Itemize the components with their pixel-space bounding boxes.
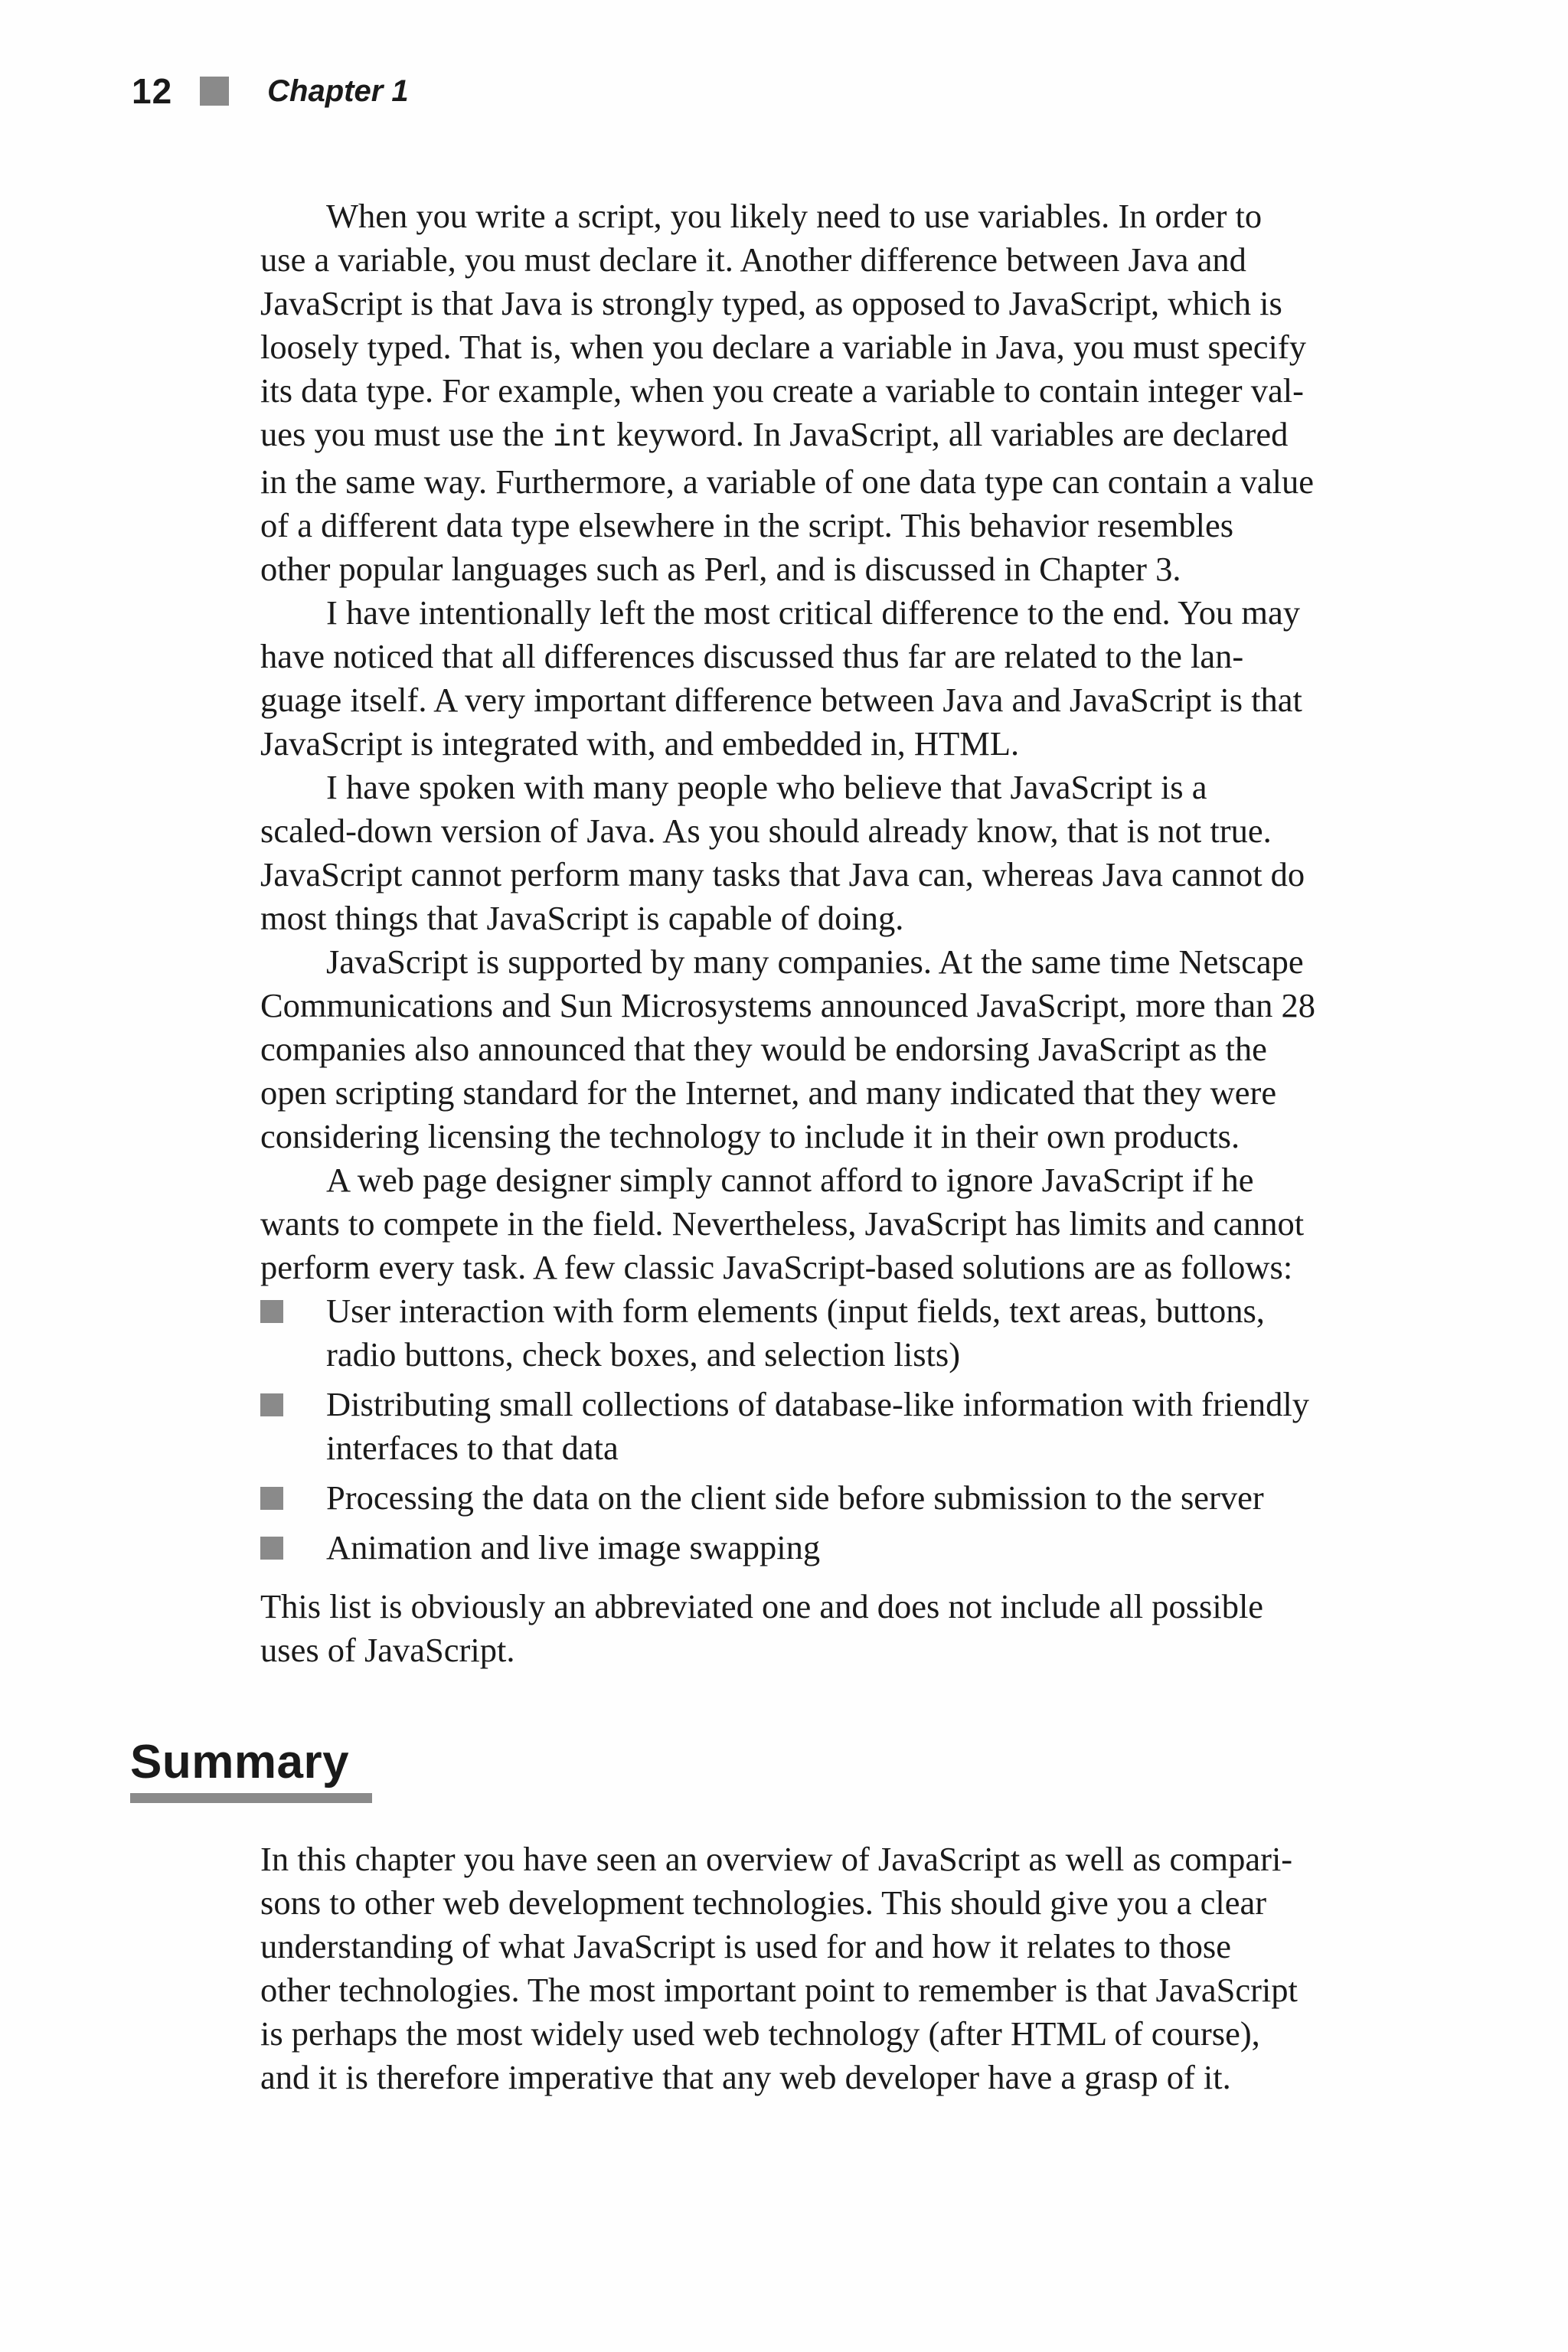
text-line: loosely typed. That is, when you declare a variable in Java, you must specify [260, 328, 1306, 366]
paragraph-variables [260, 194, 1439, 591]
text-line: JavaScript is integrated with, and embedded in, HTML. [260, 724, 1020, 763]
text-line: of a different data type elsewhere in the script. This behavior resembles [260, 506, 1234, 544]
text-line: other popular languages such as Perl, and is discussed in Chapter 3. [260, 550, 1181, 588]
text-line: Distributing small collections of database-like information with friendly [326, 1385, 1310, 1423]
body-text [260, 194, 1439, 1672]
text-line: have noticed that all differences discussed thus far are related to the lan- [260, 637, 1244, 675]
list-item [260, 1476, 1439, 1520]
chapter-label: Chapter 1 [267, 74, 409, 108]
text-fragment: ues you must use the [260, 415, 553, 453]
list-item [260, 1526, 1439, 1570]
text-line: in the same way. Furthermore, a variable of one data type can contain a value [260, 462, 1315, 501]
bullet-square-icon [260, 1487, 283, 1510]
text-line: sons to other web development technologies. This should give you a clear [260, 1883, 1267, 1922]
page-number: 12 [132, 71, 173, 111]
text-line: perform every task. A few classic JavaScript-based solutions are as follows: [260, 1248, 1293, 1286]
text-line: Communications and Sun Microsystems announced JavaScript, more than 28 [260, 986, 1316, 1024]
bullet-square-icon [260, 1537, 283, 1560]
text-line: most things that JavaScript is capable of doing. [260, 899, 904, 937]
solutions-list [260, 1289, 1439, 1570]
text-line: I have intentionally left the most critical difference to the end. You may [326, 593, 1301, 632]
text-line: When you write a script, you likely need to use variables. In order to [326, 197, 1263, 235]
text-line: open scripting standard for the Internet, and many indicated that they were [260, 1073, 1277, 1112]
running-header [132, 64, 409, 118]
summary-text [260, 1838, 1439, 2099]
text-line: scaled-down version of Java. As you should already know, that is not true. [260, 812, 1272, 850]
text-line: guage itself. A very important difference between Java and JavaScript is that [260, 681, 1302, 719]
header-square-icon [200, 77, 229, 106]
text-line: considering licensing the technology to include it in their own products. [260, 1117, 1240, 1155]
text-line: understanding of what JavaScript is used for and how it relates to those [260, 1927, 1231, 1965]
text-line: Animation and live image swapping [326, 1528, 821, 1566]
text-line: use a variable, you must declare it. Another difference between Java and [260, 240, 1246, 279]
paragraph-web-designer [260, 1158, 1439, 1289]
text-line: and it is therefore imperative that any web developer have a grasp of it. [260, 2058, 1231, 2096]
inline-code: int [552, 421, 608, 456]
paragraph-supported-companies [260, 940, 1439, 1158]
text-line: JavaScript is supported by many companies. At the same time Netscape [326, 942, 1304, 981]
list-item [260, 1383, 1439, 1470]
text-line: interfaces to that data [326, 1429, 619, 1467]
bullet-square-icon [260, 1393, 283, 1416]
paragraph-critical-difference [260, 591, 1439, 766]
section-title: Summary [130, 1736, 350, 1788]
text-line: This list is obviously an abbreviated one and does not include all possible [260, 1587, 1264, 1625]
text-line: is perhaps the most widely used web technology (after HTML of course), [260, 2014, 1260, 2053]
bullet-square-icon [260, 1300, 283, 1323]
text-line: I have spoken with many people who believe that JavaScript is a [326, 768, 1207, 806]
paragraph-scaled-down [260, 766, 1439, 940]
text-line: wants to compete in the field. Nevertheless, JavaScript has limits and cannot [260, 1204, 1305, 1243]
section-heading-summary [130, 1735, 372, 1803]
text-line-with-code [260, 413, 1439, 460]
text-line: User interaction with form elements (input fields, text areas, buttons, [326, 1292, 1265, 1330]
text-line: JavaScript is that Java is strongly typed, as opposed to JavaScript, which is [260, 284, 1282, 322]
text-line: other technologies. The most important point to remember is that JavaScript [260, 1971, 1298, 2009]
text-line: Processing the data on the client side before submission to the server [326, 1478, 1264, 1517]
text-line: its data type. For example, when you create a variable to contain integer val- [260, 371, 1304, 410]
text-line: companies also announced that they would be endorsing JavaScript as the [260, 1030, 1267, 1068]
list-item [260, 1289, 1439, 1377]
paragraph-list-note [260, 1585, 1439, 1672]
text-fragment: keyword. In JavaScript, all variables are declared [607, 415, 1289, 453]
text-line: uses of JavaScript. [260, 1631, 515, 1669]
text-line: radio buttons, check boxes, and selection lists) [326, 1335, 961, 1374]
text-line: In this chapter you have seen an overview of JavaScript as well as compari- [260, 1840, 1293, 1878]
text-line: A web page designer simply cannot afford to ignore JavaScript if he [326, 1161, 1254, 1199]
text-line: JavaScript cannot perform many tasks that Java can, whereas Java cannot do [260, 855, 1305, 893]
paragraph-summary [260, 1838, 1439, 2099]
section-underline [130, 1793, 372, 1803]
